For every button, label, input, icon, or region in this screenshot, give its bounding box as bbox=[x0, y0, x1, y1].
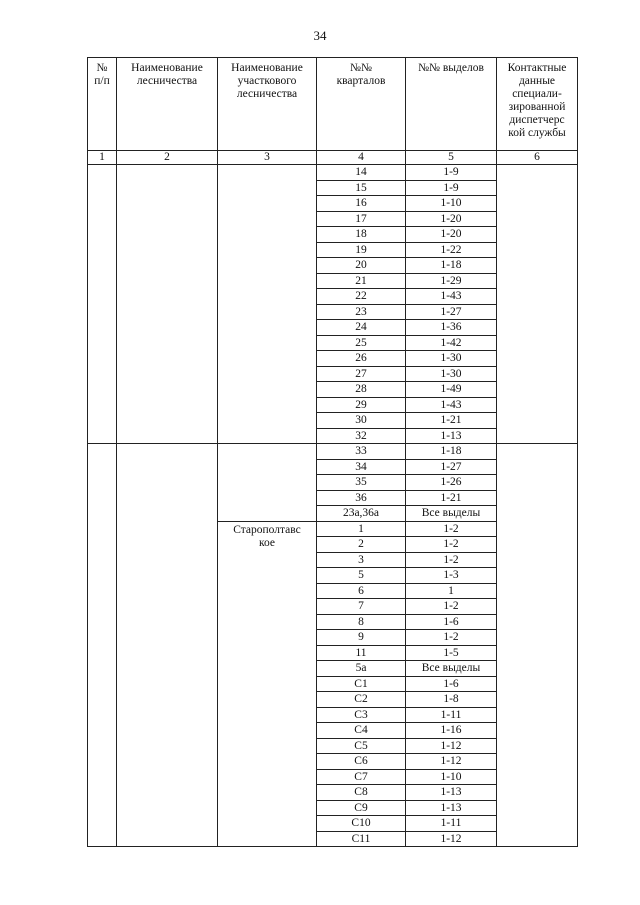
table-row bbox=[317, 196, 497, 212]
table-row bbox=[317, 429, 497, 445]
table-row bbox=[317, 181, 497, 197]
table-row bbox=[317, 413, 497, 429]
quarter-number: 34 bbox=[317, 460, 406, 476]
quarter-number: 27 bbox=[317, 367, 406, 383]
empty-cell bbox=[218, 444, 317, 522]
compartment-range: 1-6 bbox=[406, 615, 497, 631]
page-number: 34 bbox=[313, 28, 327, 43]
compartment-range: 1-2 bbox=[406, 599, 497, 615]
district-name: Старополтавс кое bbox=[218, 522, 317, 848]
header-cell: Контактные данные специали- зированной диспетчерс кой службы bbox=[497, 58, 578, 151]
compartment-range: 1-8 bbox=[406, 692, 497, 708]
header-cell: № п/п bbox=[87, 58, 117, 151]
table-row bbox=[317, 692, 497, 708]
quarter-number: 3 bbox=[317, 553, 406, 569]
block-2a-rows bbox=[317, 444, 497, 522]
quarter-number: С3 bbox=[317, 708, 406, 724]
table-row bbox=[317, 801, 497, 817]
compartment-range: 1-13 bbox=[406, 429, 497, 445]
quarter-number: 23 bbox=[317, 305, 406, 321]
compartment-range: 1-9 bbox=[406, 181, 497, 197]
quarter-number: 17 bbox=[317, 212, 406, 228]
table-row bbox=[317, 770, 497, 786]
header-cell: Наименование лесничества bbox=[117, 58, 218, 151]
compartment-range: 1-12 bbox=[406, 754, 497, 770]
compartment-range: 1-2 bbox=[406, 630, 497, 646]
table-row bbox=[317, 584, 497, 600]
table-row bbox=[317, 243, 497, 259]
table-row bbox=[317, 367, 497, 383]
compartment-range: 1-36 bbox=[406, 320, 497, 336]
table-row bbox=[317, 708, 497, 724]
compartment-range: 1-21 bbox=[406, 491, 497, 507]
empty-cell bbox=[87, 165, 117, 444]
quarter-number: 21 bbox=[317, 274, 406, 290]
compartment-range: 1-42 bbox=[406, 336, 497, 352]
block-2-district-column bbox=[218, 444, 317, 847]
table-row bbox=[317, 832, 497, 848]
table-row bbox=[317, 723, 497, 739]
compartment-range: 1-21 bbox=[406, 413, 497, 429]
quarter-number: 19 bbox=[317, 243, 406, 259]
block-2-rows bbox=[317, 444, 497, 847]
table-row bbox=[317, 227, 497, 243]
quarter-number: 28 bbox=[317, 382, 406, 398]
quarter-number: 26 bbox=[317, 351, 406, 367]
quarter-number: 32 bbox=[317, 429, 406, 445]
empty-cell bbox=[117, 444, 218, 847]
quarter-number: 35 bbox=[317, 475, 406, 491]
table-row bbox=[317, 646, 497, 662]
quarter-number: С11 bbox=[317, 832, 406, 848]
empty-cell bbox=[87, 444, 117, 847]
table-row bbox=[317, 212, 497, 228]
quarter-number: 8 bbox=[317, 615, 406, 631]
table-row bbox=[317, 785, 497, 801]
table-row bbox=[317, 537, 497, 553]
compartment-range: 1-43 bbox=[406, 289, 497, 305]
table-row bbox=[317, 522, 497, 538]
header-cell: Наименование участкового лесничества bbox=[218, 58, 317, 151]
quarter-number: 22 bbox=[317, 289, 406, 305]
compartment-range: 1-20 bbox=[406, 227, 497, 243]
quarter-number: 29 bbox=[317, 398, 406, 414]
table-row bbox=[317, 506, 497, 522]
table-row bbox=[317, 661, 497, 677]
compartment-range: 1-30 bbox=[406, 367, 497, 383]
quarter-number: С10 bbox=[317, 816, 406, 832]
quarter-number: С8 bbox=[317, 785, 406, 801]
quarter-number: 23а,36а bbox=[317, 506, 406, 522]
table-row bbox=[317, 475, 497, 491]
compartment-range: 1-26 bbox=[406, 475, 497, 491]
table-row bbox=[317, 754, 497, 770]
table-row bbox=[317, 739, 497, 755]
compartment-range: 1-9 bbox=[406, 165, 497, 181]
quarter-number: 33 bbox=[317, 444, 406, 460]
forestry-table bbox=[87, 57, 578, 847]
compartment-range: 1-3 bbox=[406, 568, 497, 584]
column-number: 5 bbox=[406, 151, 497, 165]
table-row bbox=[317, 630, 497, 646]
quarter-number: 36 bbox=[317, 491, 406, 507]
quarter-number: 1 bbox=[317, 522, 406, 538]
column-number: 1 bbox=[87, 151, 117, 165]
table-row bbox=[317, 305, 497, 321]
block-2b-rows bbox=[317, 522, 497, 848]
quarter-number: 15 bbox=[317, 181, 406, 197]
table-row bbox=[317, 336, 497, 352]
table-row bbox=[317, 615, 497, 631]
table-row bbox=[317, 491, 497, 507]
compartment-range: 1-13 bbox=[406, 785, 497, 801]
quarter-number: 5 bbox=[317, 568, 406, 584]
block-1-rows bbox=[317, 165, 497, 444]
compartment-range: 1-11 bbox=[406, 708, 497, 724]
compartment-range: 1-16 bbox=[406, 723, 497, 739]
header-cell: №№ кварталов bbox=[317, 58, 406, 151]
compartment-range: 1-2 bbox=[406, 553, 497, 569]
compartment-range: Все выделы bbox=[406, 506, 497, 522]
quarter-number: 14 bbox=[317, 165, 406, 181]
compartment-range: 1-12 bbox=[406, 739, 497, 755]
header-row bbox=[87, 57, 578, 151]
compartment-range: 1-6 bbox=[406, 677, 497, 693]
column-number: 4 bbox=[317, 151, 406, 165]
empty-cell bbox=[497, 444, 578, 847]
compartment-range: 1-27 bbox=[406, 460, 497, 476]
compartment-range: 1 bbox=[406, 584, 497, 600]
table-block-1 bbox=[87, 165, 578, 444]
compartment-range: 1-18 bbox=[406, 258, 497, 274]
compartment-range: Все выделы bbox=[406, 661, 497, 677]
quarter-number: С1 bbox=[317, 677, 406, 693]
quarter-number: С4 bbox=[317, 723, 406, 739]
table-row bbox=[317, 599, 497, 615]
quarter-number: 30 bbox=[317, 413, 406, 429]
table-row bbox=[317, 289, 497, 305]
compartment-range: 1-30 bbox=[406, 351, 497, 367]
table-row bbox=[317, 274, 497, 290]
compartment-range: 1-49 bbox=[406, 382, 497, 398]
table-block-2 bbox=[87, 444, 578, 847]
quarter-number: С7 bbox=[317, 770, 406, 786]
compartment-range: 1-10 bbox=[406, 196, 497, 212]
quarter-number: 11 bbox=[317, 646, 406, 662]
header-cell: №№ выделов bbox=[406, 58, 497, 151]
table-row bbox=[317, 351, 497, 367]
quarter-number: С9 bbox=[317, 801, 406, 817]
compartment-range: 1-13 bbox=[406, 801, 497, 817]
quarter-number: 20 bbox=[317, 258, 406, 274]
table-row bbox=[317, 320, 497, 336]
compartment-range: 1-2 bbox=[406, 537, 497, 553]
compartment-range: 1-27 bbox=[406, 305, 497, 321]
column-number-row bbox=[87, 151, 578, 165]
quarter-number: 25 bbox=[317, 336, 406, 352]
empty-cell bbox=[497, 165, 578, 444]
quarter-number: 6 bbox=[317, 584, 406, 600]
column-number: 3 bbox=[218, 151, 317, 165]
quarter-number: 16 bbox=[317, 196, 406, 212]
quarter-number: 18 bbox=[317, 227, 406, 243]
compartment-range: 1-29 bbox=[406, 274, 497, 290]
compartment-range: 1-22 bbox=[406, 243, 497, 259]
quarter-number: 24 bbox=[317, 320, 406, 336]
quarter-number: 2 bbox=[317, 537, 406, 553]
compartment-range: 1-20 bbox=[406, 212, 497, 228]
compartment-range: 1-2 bbox=[406, 522, 497, 538]
compartment-range: 1-12 bbox=[406, 832, 497, 848]
quarter-number: С2 bbox=[317, 692, 406, 708]
table-row bbox=[317, 444, 497, 460]
table-row bbox=[317, 568, 497, 584]
empty-cell bbox=[117, 165, 218, 444]
table-row bbox=[317, 398, 497, 414]
table-row bbox=[317, 816, 497, 832]
quarter-number: 9 bbox=[317, 630, 406, 646]
table-row bbox=[317, 382, 497, 398]
table-row bbox=[317, 165, 497, 181]
compartment-range: 1-11 bbox=[406, 816, 497, 832]
table-row bbox=[317, 553, 497, 569]
table-row bbox=[317, 677, 497, 693]
empty-cell bbox=[218, 165, 317, 444]
quarter-number: С6 bbox=[317, 754, 406, 770]
quarter-number: 7 bbox=[317, 599, 406, 615]
table-row bbox=[317, 258, 497, 274]
column-number: 2 bbox=[117, 151, 218, 165]
column-number: 6 bbox=[497, 151, 578, 165]
table-row bbox=[317, 460, 497, 476]
compartment-range: 1-43 bbox=[406, 398, 497, 414]
compartment-range: 1-18 bbox=[406, 444, 497, 460]
quarter-number: 5а bbox=[317, 661, 406, 677]
quarter-number: С5 bbox=[317, 739, 406, 755]
compartment-range: 1-5 bbox=[406, 646, 497, 662]
compartment-range: 1-10 bbox=[406, 770, 497, 786]
